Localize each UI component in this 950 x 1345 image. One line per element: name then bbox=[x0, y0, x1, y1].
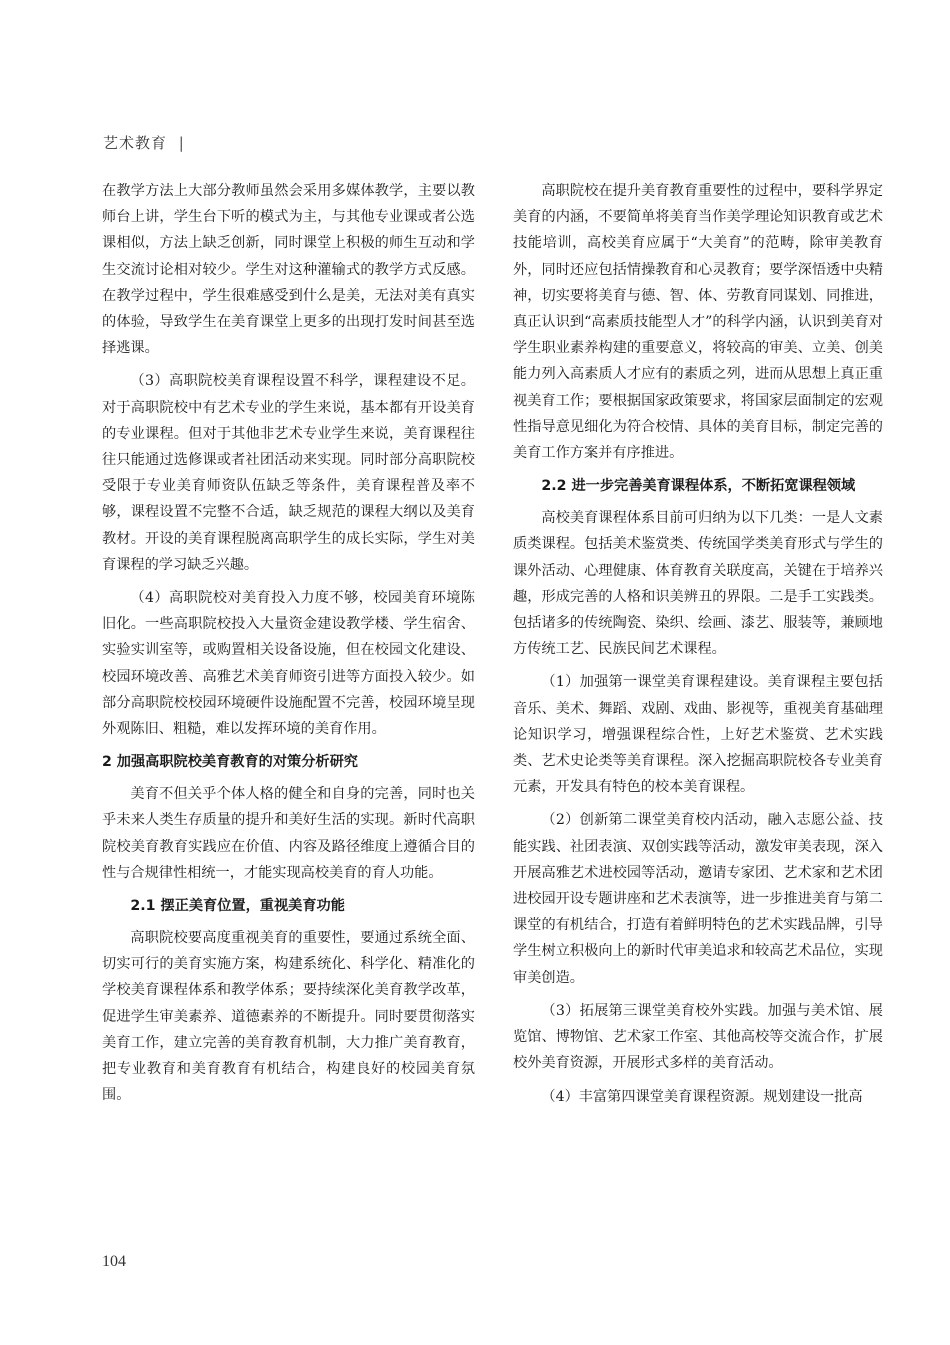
right-column bbox=[513, 178, 883, 1117]
paragraph: （3）拓展第三课堂美育校外实践。加强与美术馆、展览馆、博物馆、艺术家工作室、其他高校等交流合作，扩展校外美育资源，开展形式多样的美育活动。 bbox=[513, 1002, 883, 1072]
section-heading: 2 加强高职院校美育教育的对策分析研究 bbox=[102, 754, 358, 771]
paragraph: （2）创新第二课堂美育校内活动，融入志愿公益、技能实践、社团表演、双创实践等活动，激发审美表现，深入开展高雅艺术进校园等活动，邀请专家团、艺术家和艺术团进校园开设专题讲座和艺术表演等，进一步推进美育与第二课堂的有机结合，打造有着鲜明特色的艺术实践品牌，引导学生树立积极向上的新时代审美追求和较高艺术品位，实现审美创造。 bbox=[513, 812, 883, 986]
paragraph: （3）高职院校美育课程设置不科学，课程建设不足。对于高职院校中有艺术专业的学生来说，基本都有开设美育的专业课程。但对于其他非艺术专业学生来说，美育课程往往只能通过选修课或者社团活动来实现。同时部分高职院校受限于专业美育师资队伍缺乏等条件，美育课程普及率不够，课程设置不完整不合适，缺乏规范的课程大纲以及美育教材。开设的美育课程脱离高职学生的成长实际，学生对美育课程的学习缺乏兴趣。 bbox=[102, 373, 475, 573]
paragraph: （4）丰富第四课堂美育课程资源。规划建设一批高 bbox=[541, 1088, 863, 1105]
running-header bbox=[103, 132, 185, 153]
paragraph: 在教学方法上大部分教师虽然会采用多媒体教学，主要以教师台上讲，学生台下听的模式为主，与其他专业课或者公选课相似，方法上缺乏创新，同时课堂上积极的师生互动和学生交流讨论相对较少。学生对这种灌输式的教学方式反感。在教学过程中，学生很难感受到什么是美，无法对美有真实的体验，导致学生在美育课堂上更多的出现打发时间甚至选择逃课。 bbox=[102, 183, 475, 357]
paragraph: 高校美育课程体系目前可归纳为以下几类：一是人文素质类课程。包括美术鉴赏类、传统国学类美育形式与学生的课外活动、心理健康、体育教育关联度高，关键在于培养兴趣，形成完善的人格和识美辨丑的界限。二是手工实践类。包括诸多的传统陶瓷、染织、绘画、漆艺、服装等，兼顾地方传统工艺、民族民间艺术课程。 bbox=[513, 510, 883, 658]
subsection-heading: 2.2 进一步完善美育课程体系，不断拓宽课程领域 bbox=[541, 478, 856, 495]
paragraph: （4）高职院校对美育投入力度不够，校园美育环境陈旧化。一些高职院校投入大量资金建设教学楼、学生宿舍、实验实训室等，或购置相关设备设施，但在校园文化建设、校园环境改善、高雅艺术美育师资引进等方面投入较少。如部分高职院校校园环境硬件设施配置不完善，校园环境呈现外观陈旧、粗糙，难以发挥环境的美育作用。 bbox=[102, 590, 475, 738]
paragraph: 美育不但关乎个体人格的健全和自身的完善，同时也关乎未来人类生存质量的提升和美好生活的实现。新时代高职院校美育教育实践应在价值、内容及路径维度上遵循合目的性与合规律性相统一，才能实现高校美育的育人功能。 bbox=[102, 786, 475, 881]
paragraph: （1）加强第一课堂美育课程建设。美育课程主要包括音乐、美术、舞蹈、戏剧、戏曲、影视等，重视美育基础理论知识学习，增强课程综合性，上好艺术鉴赏、艺术实践类、艺术史论类等美育课程。深入挖掘高职院校各专业美育元素，开发具有特色的校本美育课程。 bbox=[513, 674, 883, 796]
paragraph: 高职院校要高度重视美育的重要性，要通过系统全面、切实可行的美育实施方案，构建系统化、科学化、精准化的学校美育课程体系和教学体系；要持续深化美育教学改革，促进学生审美素养、道德素养的不断提升。同时要贯彻落实美育工作，建立完善的美育教育机制，大力推广美育教育，把专业教育和美育教育有机结合，构建良好的校园美育氛围。 bbox=[102, 930, 475, 1104]
left-column bbox=[102, 178, 475, 1116]
header-section: 艺术教育 bbox=[103, 134, 168, 152]
header-separator: | bbox=[178, 134, 185, 152]
page-number: 104 bbox=[102, 1253, 126, 1270]
paragraph: 高职院校在提升美育教育重要性的过程中，要科学界定美育的内涵，不要简单将美育当作美学理论知识教育或艺术技能培训，高校美育应属于“大美育”的范畴，除审美教育外，同时还应包括情操教育和心灵教育；要学深悟透中央精神，切实要将美育与德、智、体、劳教育同谋划、同推进，真正认识到“高素质技能型人才”的科学内涵，认识到美育对学生职业素养构建的重要意义，将较高的审美、立美、创美能力列入高素质人才应有的素质之列，进而从思想上真正重视美育工作；要根据国家政策要求，将国家层面制定的宏观性指导意见细化为符合校情、具体的美育目标，制定完善的美育工作方案并有序推进。 bbox=[513, 183, 883, 462]
subsection-heading: 2.1 摆正美育位置，重视美育功能 bbox=[130, 898, 345, 915]
